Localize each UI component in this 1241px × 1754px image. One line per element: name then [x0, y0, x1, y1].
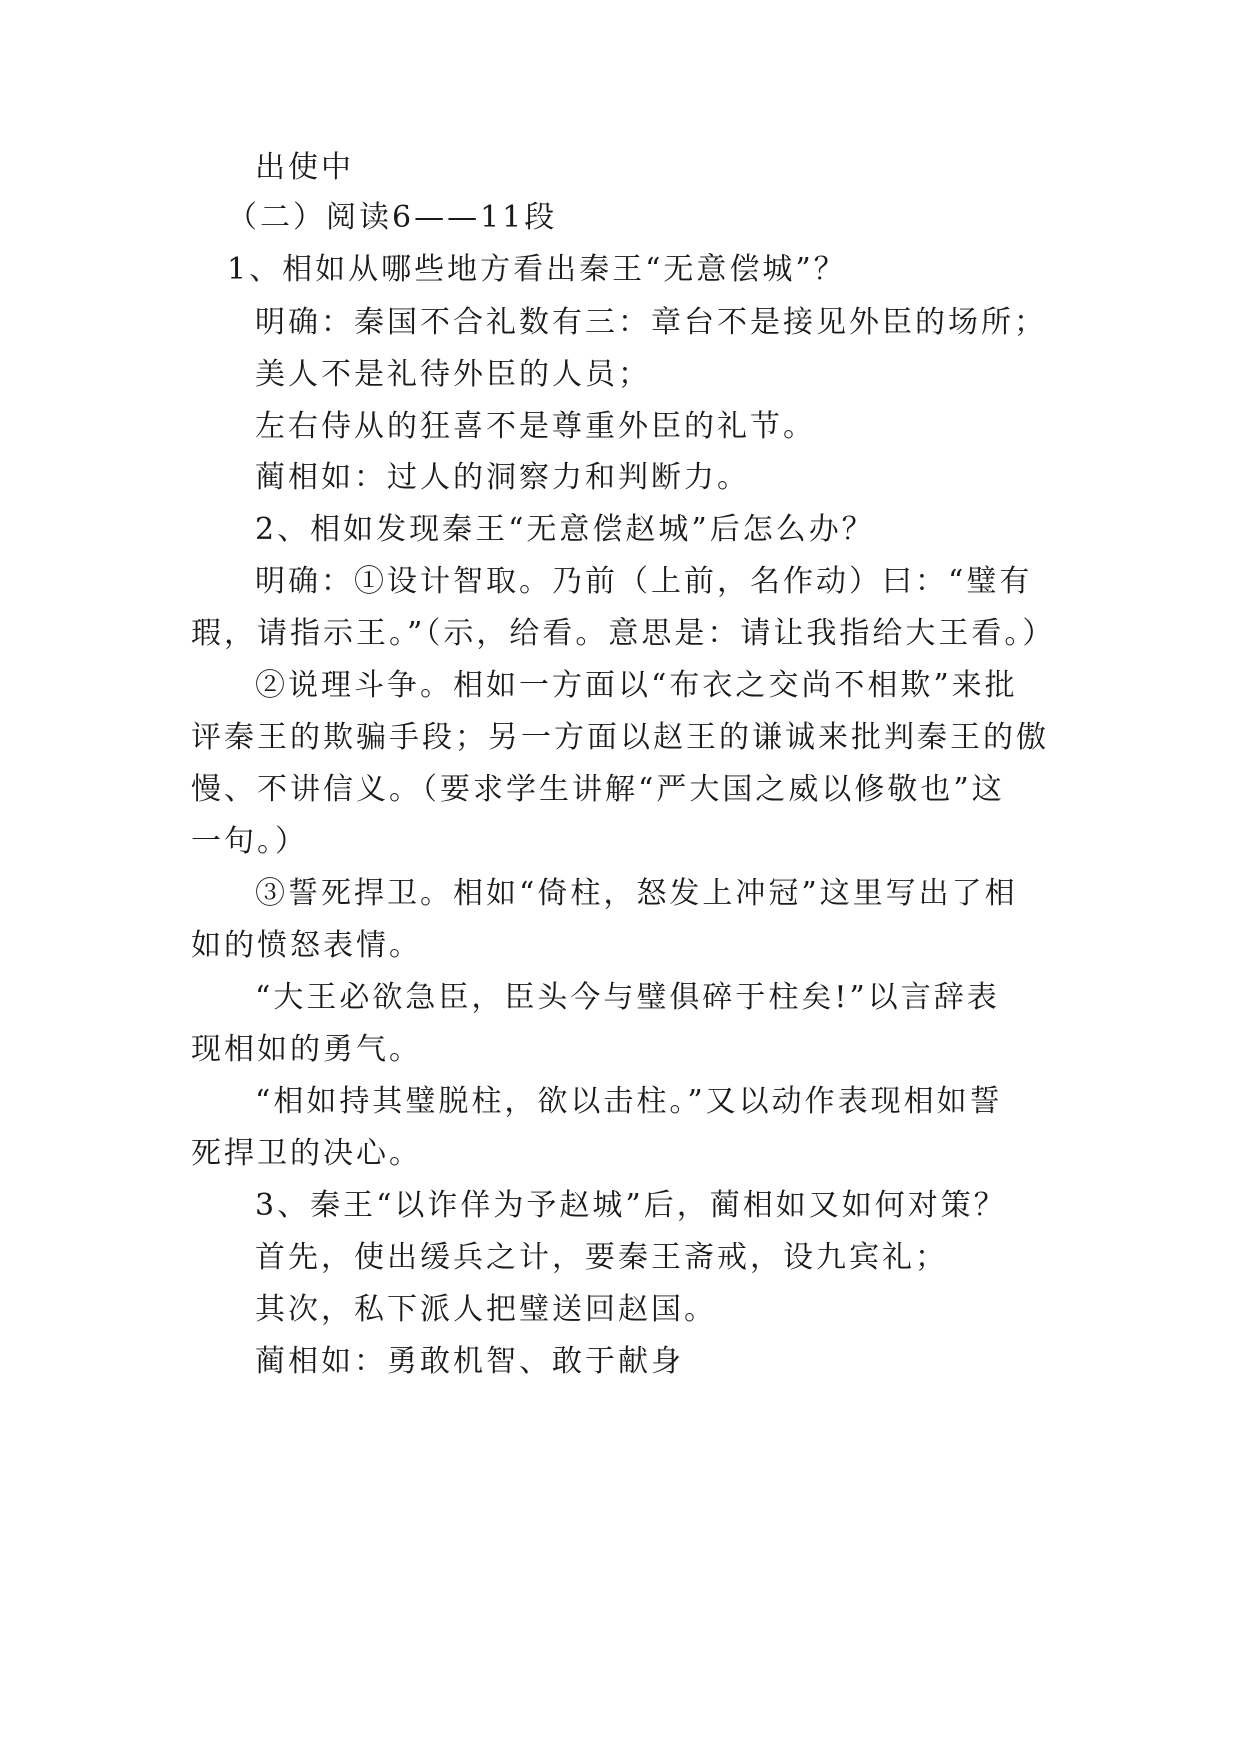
question-2: 2、相如发现秦王“无意偿赵城”后怎么办？	[255, 512, 875, 547]
text-line: 明确：①设计智取。乃前（上前，名作动）曰：“璧有	[255, 564, 1033, 599]
text-line: 瑕，请指示王。”（示，给看。意思是：请让我指给大王看。）	[191, 616, 1056, 651]
text-line: 其次，私下派人把璧送回赵国。	[255, 1292, 717, 1327]
text-line: 出使中	[255, 150, 354, 185]
text-line: 左右侍从的狂喜不是尊重外臣的礼节。	[255, 409, 816, 444]
text-line: 美人不是礼待外臣的人员；	[255, 357, 651, 392]
text-line: 明确：秦国不合礼数有三：章台不是接见外臣的场所；	[255, 305, 1047, 340]
text-line: ②说理斗争。相如一方面以“布衣之交尚不相欺”来批	[255, 668, 1018, 703]
text-line: ③誓死捍卫。相如“倚柱，怒发上冲冠”这里写出了相	[255, 876, 1018, 911]
text-line: “大王必欲急臣，臣头今与璧俱碎于柱矣!”以言辞表	[255, 980, 1000, 1015]
text-line: 蔺相如：勇敢机智、敢于献身	[255, 1344, 684, 1379]
question-1: 1、相如从哪些地方看出秦王“无意偿城”？	[227, 252, 847, 287]
text-line: 一句。）	[191, 824, 308, 859]
text-line: 现相如的勇气。	[191, 1032, 422, 1067]
text-line: 首先，使出缓兵之计，要秦王斋戒，设九宾礼；	[255, 1240, 948, 1275]
text-line: 慢、不讲信义。（要求学生讲解“严大国之威以修敬也”这	[191, 772, 1005, 807]
text-line: 评秦王的欺骗手段；另一方面以赵王的谦诚来批判秦王的傲	[191, 720, 1049, 755]
text-line: 蔺相如：过人的洞察力和判断力。	[255, 460, 750, 495]
section-heading: （二）阅读6——11段	[227, 200, 558, 235]
text-line: 如的愤怒表情。	[191, 928, 422, 963]
question-3: 3、秦王“以诈佯为予赵城”后，蔺相如又如何对策？	[255, 1188, 1007, 1223]
text-line: 死捍卫的决心。	[191, 1136, 422, 1171]
text-line: “相如持其璧脱柱，欲以击柱。”又以动作表现相如誓	[255, 1084, 1003, 1119]
